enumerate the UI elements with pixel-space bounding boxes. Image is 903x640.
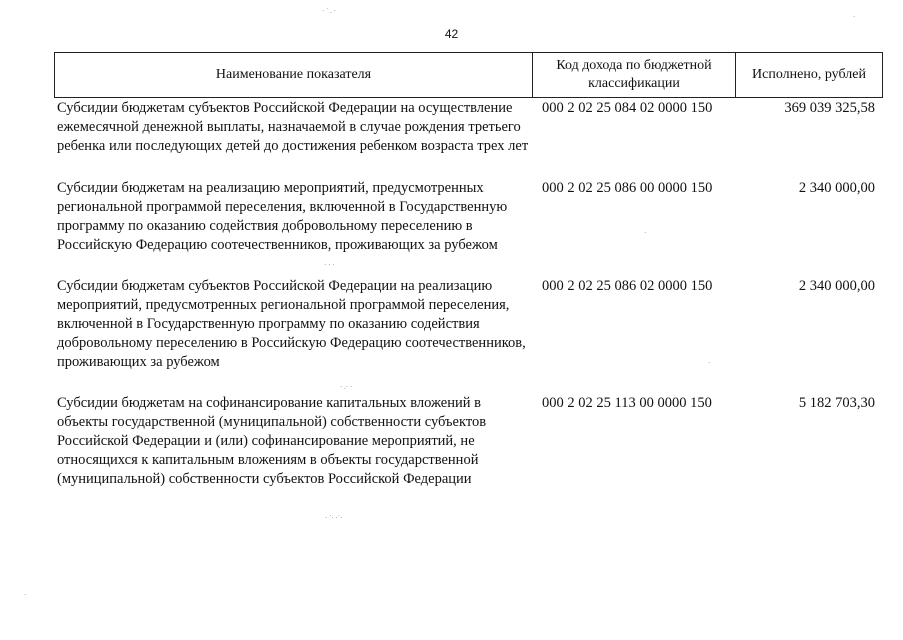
row-amount: 2 340 000,00 [798, 278, 875, 294]
table-row [54, 394, 883, 489]
scan-speck: · · · [324, 261, 335, 269]
table-row [54, 277, 883, 372]
table-row [54, 179, 883, 255]
scan-speck: · ˙ . · [322, 7, 336, 15]
table-row [54, 99, 883, 156]
scan-speck: · [708, 359, 711, 367]
scan-speck: · [24, 591, 27, 599]
scan-speck: · ˙· ·˙· [325, 514, 343, 522]
row-amount: 2 340 000,00 [798, 180, 875, 196]
row-code: 000 2 02 25 084 02 0000 150 [542, 100, 713, 116]
table-header [54, 52, 883, 98]
scan-speck: · .· · [340, 383, 353, 391]
scan-speck: · [853, 13, 856, 21]
row-amount: 5 182 703,30 [798, 395, 875, 411]
row-name: Субсидии бюджетам субъектов Российской Федерации на реализацию мероприятий, предусмотренных региональной программой переселения, включенной в Государственную программу по оказанию содействия добровольному переселению в Российскую Федерацию соотечественников, проживающих за рубежом [57, 278, 526, 370]
scan-speck: · [644, 229, 647, 237]
row-name: Субсидии бюджетам на софинансирование капитальных вложений в объекты государственной (муниципальной) собственности субъектов Российской Федерации и (или) софинансирование мероприятий, не относящихся к капитальным вложениям в объекты государственной (муниципальной) собственности субъектов Российской Федерации [57, 395, 487, 487]
row-code: 000 2 02 25 113 00 0000 150 [542, 395, 712, 411]
row-name: Субсидии бюджетам субъектов Российской Федерации на осуществление ежемесячной денежной выплаты, назначаемой в случае рождения третьего ребенка или последующих детей до достижения ребенком возраста трех лет [57, 100, 529, 154]
row-amount: 369 039 325,58 [784, 100, 875, 116]
header-code: Код дохода по бюджетной классификации [533, 53, 736, 97]
row-code: 000 2 02 25 086 02 0000 150 [542, 278, 713, 294]
header-executed: Исполнено, рублей [752, 67, 866, 82]
row-code: 000 2 02 25 086 00 0000 150 [542, 180, 713, 196]
row-name: Субсидии бюджетам на реализацию мероприятий, предусмотренных региональной программой переселения, включенной в Государственную программу по оказанию содействия добровольному переселению в Российскую Федерацию соотечественников, проживающих за рубежом [57, 180, 508, 253]
page-number: 42 [444, 27, 459, 41]
header-name: Наименование показателя [55, 53, 533, 97]
